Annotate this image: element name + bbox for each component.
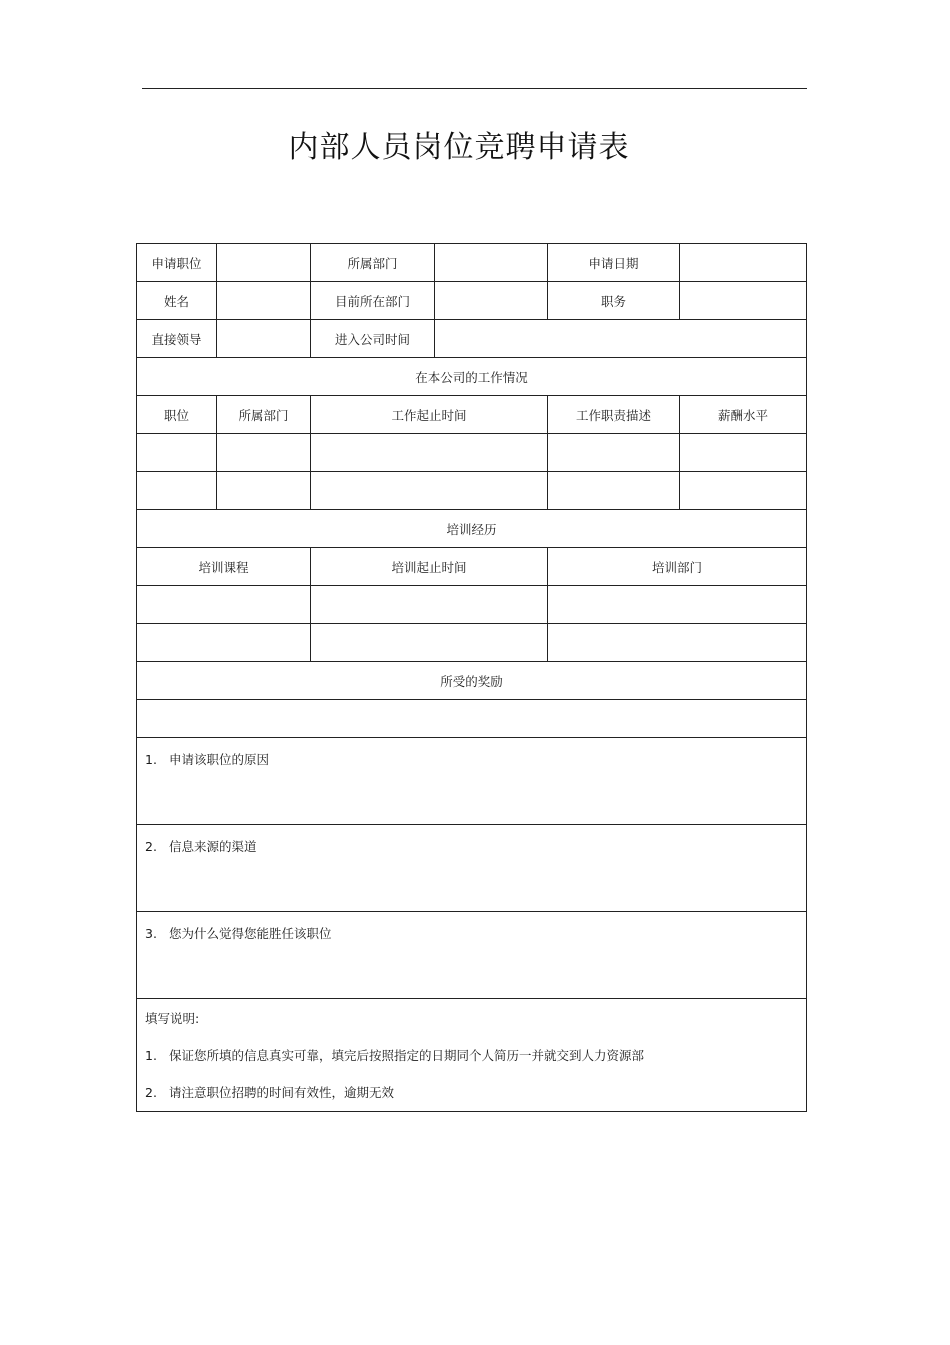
notes-title: 填写说明:	[145, 1011, 200, 1026]
filling-instructions	[137, 999, 807, 1112]
work-header-position: 职位	[137, 396, 217, 434]
application-form	[136, 243, 806, 1112]
training-section-title-row	[137, 510, 807, 548]
training-cell-course[interactable]	[137, 624, 311, 662]
question-text: 您为什么觉得您能胜任该职位	[169, 926, 332, 941]
field-department[interactable]	[435, 244, 548, 282]
label-job-title: 职务	[548, 282, 680, 320]
label-department: 所属部门	[311, 244, 435, 282]
work-row	[137, 472, 807, 510]
note-item-1	[145, 1046, 806, 1066]
work-header-salary: 薪酬水平	[680, 396, 807, 434]
work-cell-department[interactable]	[217, 472, 311, 510]
question-number: 2.	[145, 839, 157, 854]
note-number: 2.	[145, 1085, 157, 1100]
note-text: 保证您所填的信息真实可靠，填完后按照指定的日期同个人简历一并就交到人力资源部	[169, 1048, 645, 1063]
work-cell-department[interactable]	[217, 434, 311, 472]
training-cell-department[interactable]	[548, 586, 807, 624]
label-direct-leader: 直接领导	[137, 320, 217, 358]
training-header-row	[137, 548, 807, 586]
awards-field[interactable]	[137, 700, 807, 738]
basic-row-2	[137, 282, 807, 320]
field-join-date[interactable]	[435, 320, 807, 358]
field-apply-date[interactable]	[680, 244, 807, 282]
notes-row	[137, 999, 807, 1112]
work-section-title-row	[137, 358, 807, 396]
field-position[interactable]	[217, 244, 311, 282]
basic-row-3	[137, 320, 807, 358]
question-row-1	[137, 738, 807, 825]
field-job-title[interactable]	[680, 282, 807, 320]
training-row	[137, 586, 807, 624]
awards-section-title-row	[137, 662, 807, 700]
application-table	[136, 243, 807, 1112]
note-text: 请注意职位招聘的时间有效性，逾期无效	[169, 1085, 395, 1100]
question-reason[interactable]	[137, 738, 807, 825]
training-cell-period[interactable]	[311, 586, 548, 624]
question-row-3	[137, 912, 807, 999]
training-header-course: 培训课程	[137, 548, 311, 586]
training-cell-period[interactable]	[311, 624, 548, 662]
field-name[interactable]	[217, 282, 311, 320]
work-cell-duties[interactable]	[548, 434, 680, 472]
work-cell-duties[interactable]	[548, 472, 680, 510]
work-header-row	[137, 396, 807, 434]
awards-section-title: 所受的奖励	[137, 662, 807, 700]
work-cell-period[interactable]	[311, 472, 548, 510]
training-header-department: 培训部门	[548, 548, 807, 586]
question-qualification[interactable]	[137, 912, 807, 999]
training-cell-department[interactable]	[548, 624, 807, 662]
label-current-department: 目前所在部门	[311, 282, 435, 320]
field-current-department[interactable]	[435, 282, 548, 320]
awards-row	[137, 700, 807, 738]
training-row	[137, 624, 807, 662]
question-number: 3.	[145, 926, 157, 941]
work-header-department: 所属部门	[217, 396, 311, 434]
work-row	[137, 434, 807, 472]
training-header-period: 培训起止时间	[311, 548, 548, 586]
label-position: 申请职位	[137, 244, 217, 282]
note-item-2	[145, 1083, 806, 1103]
question-text: 信息来源的渠道	[169, 839, 257, 854]
work-section-title: 在本公司的工作情况	[137, 358, 807, 396]
note-number: 1.	[145, 1048, 157, 1063]
work-cell-salary[interactable]	[680, 472, 807, 510]
page-title: 内部人员岗位竞聘申请表	[288, 130, 630, 165]
header-rule	[142, 88, 807, 89]
work-header-period: 工作起止时间	[311, 396, 548, 434]
label-apply-date: 申请日期	[548, 244, 680, 282]
field-direct-leader[interactable]	[217, 320, 311, 358]
work-cell-salary[interactable]	[680, 434, 807, 472]
work-cell-position[interactable]	[137, 434, 217, 472]
basic-row-1	[137, 244, 807, 282]
work-cell-period[interactable]	[311, 434, 548, 472]
question-row-2	[137, 825, 807, 912]
training-cell-course[interactable]	[137, 586, 311, 624]
label-name: 姓名	[137, 282, 217, 320]
training-section-title: 培训经历	[137, 510, 807, 548]
work-cell-position[interactable]	[137, 472, 217, 510]
work-header-duties: 工作职责描述	[548, 396, 680, 434]
question-info-source[interactable]	[137, 825, 807, 912]
question-number: 1.	[145, 752, 157, 767]
question-text: 申请该职位的原因	[169, 752, 270, 767]
label-join-date: 进入公司时间	[311, 320, 435, 358]
